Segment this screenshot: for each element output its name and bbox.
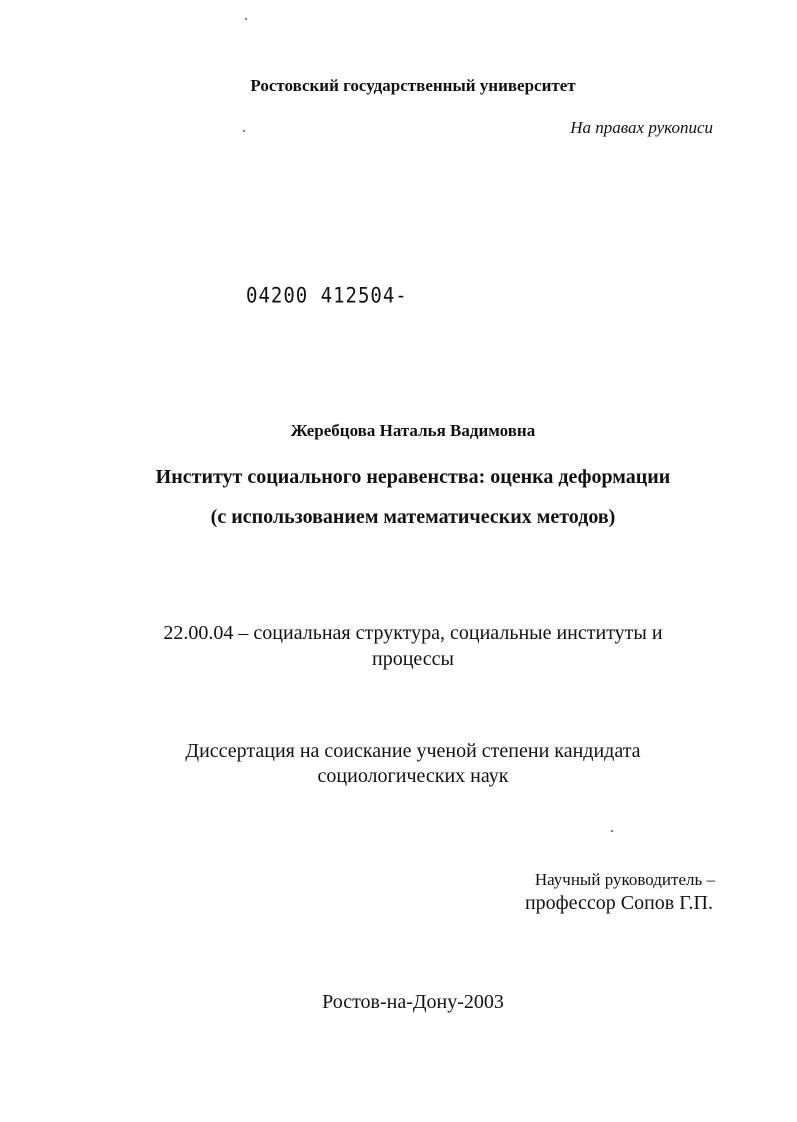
scan-speck <box>245 18 247 20</box>
dissertation-title-line-1: Институт социального неравенства: оценка деформации <box>155 466 671 488</box>
scan-speck <box>243 130 245 132</box>
dissertation-title-line-2: (с использованием математических методов) <box>210 506 616 528</box>
specialty-code-line-1: 22.00.04 – социальная структура, социальные институты и <box>163 622 663 644</box>
advisor-name: профессор Сопов Г.П. <box>524 892 713 914</box>
manuscript-note: На правах рукописи <box>570 118 713 137</box>
advisor-label: Научный руководитель – <box>534 870 715 889</box>
specialty-code-line-2: процессы <box>372 648 454 670</box>
university-name: Ростовский государственный университет <box>250 76 576 95</box>
archive-code: 04200 412504- <box>246 284 408 309</box>
city-year: Ростов-на-Дону-2003 <box>322 991 504 1013</box>
degree-statement-line-1: Диссертация на соискание ученой степени кандидата <box>185 740 641 762</box>
degree-statement-line-2: социологических наук <box>317 765 509 787</box>
scan-speck <box>611 830 613 832</box>
author-name: Жеребцова Наталья Вадимовна <box>290 421 536 440</box>
